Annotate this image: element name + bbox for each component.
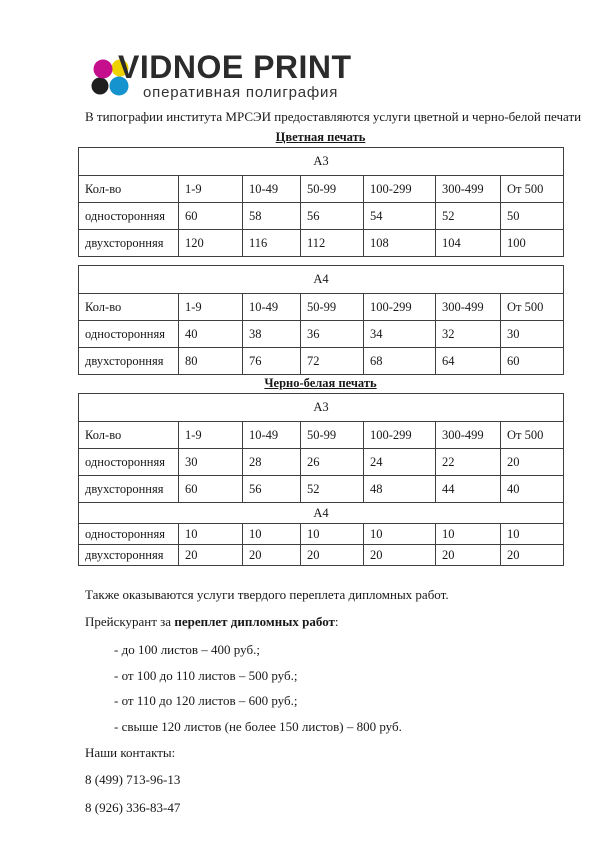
row-label-cell: Кол-во bbox=[79, 176, 179, 203]
pricelist-prefix: Прейскурант за bbox=[85, 614, 175, 629]
row-label-cell: односторонняя bbox=[79, 203, 179, 230]
color-a3-price-table bbox=[78, 147, 564, 257]
price-value-cell: 52 bbox=[436, 203, 501, 230]
price-value-cell: 60 bbox=[179, 476, 243, 503]
table-row bbox=[79, 176, 564, 203]
price-value-cell: 48 bbox=[364, 476, 436, 503]
phone-number: 8 (499) 713-96-13 bbox=[85, 772, 181, 787]
price-value-cell: 50 bbox=[501, 203, 564, 230]
price-value-cell: 20 bbox=[501, 545, 564, 566]
table-row bbox=[79, 422, 564, 449]
row-label-cell: односторонняя bbox=[79, 321, 179, 348]
section-title-bw-print: Черно-белая печать bbox=[264, 376, 377, 390]
price-value-cell: 10 bbox=[243, 524, 301, 545]
price-value-cell: 10-49 bbox=[243, 422, 301, 449]
paper-size-header-cell: А4 bbox=[79, 266, 564, 294]
price-value-cell: От 500 bbox=[501, 422, 564, 449]
price-value-cell: 26 bbox=[301, 449, 364, 476]
price-value-cell: 58 bbox=[243, 203, 301, 230]
price-value-cell: 60 bbox=[179, 203, 243, 230]
price-value-cell: 50-99 bbox=[301, 176, 364, 203]
row-label-cell: двухсторонняя bbox=[79, 476, 179, 503]
price-value-cell: 10-49 bbox=[243, 176, 301, 203]
price-value-cell: 44 bbox=[436, 476, 501, 503]
section-title-color-print: Цветная печать bbox=[275, 130, 366, 144]
price-value-cell: 52 bbox=[301, 476, 364, 503]
table-row bbox=[79, 476, 564, 503]
price-value-cell: 120 bbox=[179, 230, 243, 257]
price-value-cell: 112 bbox=[301, 230, 364, 257]
price-value-cell: 40 bbox=[179, 321, 243, 348]
price-value-cell: 108 bbox=[364, 230, 436, 257]
row-label-cell: двухсторонняя bbox=[79, 545, 179, 566]
phone-number: 8 (926) 336-83-47 bbox=[85, 800, 181, 815]
row-label-cell: Кол-во bbox=[79, 422, 179, 449]
price-value-cell: 56 bbox=[301, 203, 364, 230]
price-value-cell: 100-299 bbox=[364, 422, 436, 449]
price-value-cell: От 500 bbox=[501, 176, 564, 203]
price-value-cell: 10 bbox=[364, 524, 436, 545]
color-a4-price-table bbox=[78, 265, 564, 375]
price-value-cell: 100 bbox=[501, 230, 564, 257]
price-value-cell: 116 bbox=[243, 230, 301, 257]
table-row bbox=[79, 449, 564, 476]
price-value-cell: 60 bbox=[501, 348, 564, 375]
price-value-cell: 20 bbox=[501, 449, 564, 476]
table-row bbox=[79, 348, 564, 375]
price-value-cell: 10-49 bbox=[243, 294, 301, 321]
row-label-cell: двухсторонняя bbox=[79, 348, 179, 375]
price-value-cell: 28 bbox=[243, 449, 301, 476]
price-value-cell: 72 bbox=[301, 348, 364, 375]
table-row bbox=[79, 230, 564, 257]
price-value-cell: 300-499 bbox=[436, 294, 501, 321]
price-value-cell: 68 bbox=[364, 348, 436, 375]
price-value-cell: 20 bbox=[243, 545, 301, 566]
price-value-cell: 1-9 bbox=[179, 294, 243, 321]
row-label-cell: Кол-во bbox=[79, 294, 179, 321]
table-row bbox=[79, 203, 564, 230]
price-value-cell: 300-499 bbox=[436, 176, 501, 203]
bw-price-table bbox=[78, 393, 564, 566]
price-value-cell: 10 bbox=[436, 524, 501, 545]
price-value-cell: От 500 bbox=[501, 294, 564, 321]
pricelist-suffix: : bbox=[334, 614, 339, 629]
paper-size-header-cell: А3 bbox=[79, 394, 564, 422]
price-value-cell: 50-99 bbox=[301, 422, 364, 449]
binding-intro-text: Также оказываются услуги твердого переплета дипломных работ. bbox=[85, 587, 449, 602]
price-value-cell: 34 bbox=[364, 321, 436, 348]
price-value-cell: 10 bbox=[301, 524, 364, 545]
row-label-cell: односторонняя bbox=[79, 449, 179, 476]
price-value-cell: 36 bbox=[301, 321, 364, 348]
logo bbox=[85, 49, 385, 108]
row-label-cell: двухсторонняя bbox=[79, 230, 179, 257]
price-value-cell: 20 bbox=[436, 545, 501, 566]
price-value-cell: 38 bbox=[243, 321, 301, 348]
pricelist-bold-text: переплет дипломных работ bbox=[174, 614, 335, 629]
price-value-cell: 56 bbox=[243, 476, 301, 503]
price-value-cell: 76 bbox=[243, 348, 301, 375]
binding-price-item: - свыше 120 листов (не более 150 листов) – 800 руб. bbox=[114, 719, 402, 734]
price-value-cell: 1-9 bbox=[179, 422, 243, 449]
table-row bbox=[79, 394, 564, 422]
price-value-cell: 100-299 bbox=[364, 294, 436, 321]
price-value-cell: 20 bbox=[301, 545, 364, 566]
price-value-cell: 20 bbox=[364, 545, 436, 566]
table-row bbox=[79, 266, 564, 294]
table-row bbox=[79, 503, 564, 524]
binding-price-item: - до 100 листов – 400 руб.; bbox=[114, 642, 260, 657]
price-value-cell: 22 bbox=[436, 449, 501, 476]
intro-text: В типографии института МРСЭИ предоставляются услуги цветной и черно-белой печати bbox=[85, 109, 582, 124]
table-row bbox=[79, 545, 564, 566]
price-value-cell: 64 bbox=[436, 348, 501, 375]
table-row bbox=[79, 148, 564, 176]
price-value-cell: 20 bbox=[179, 545, 243, 566]
contacts-label: Наши контакты: bbox=[85, 745, 176, 760]
price-value-cell: 24 bbox=[364, 449, 436, 476]
price-value-cell: 100-299 bbox=[364, 176, 436, 203]
table-row bbox=[79, 524, 564, 545]
price-value-cell: 80 bbox=[179, 348, 243, 375]
price-value-cell: 1-9 bbox=[179, 176, 243, 203]
price-value-cell: 54 bbox=[364, 203, 436, 230]
binding-price-item: - от 100 до 110 листов – 500 руб.; bbox=[114, 668, 298, 683]
price-value-cell: 30 bbox=[501, 321, 564, 348]
row-label-cell: односторонняя bbox=[79, 524, 179, 545]
price-value-cell: 40 bbox=[501, 476, 564, 503]
paper-size-header-cell: А4 bbox=[79, 503, 564, 524]
binding-pricelist-heading bbox=[85, 614, 339, 630]
table-row bbox=[79, 294, 564, 321]
logo-title: VIDNOE PRINT bbox=[118, 49, 352, 85]
price-value-cell: 10 bbox=[179, 524, 243, 545]
price-value-cell: 10 bbox=[501, 524, 564, 545]
table-row bbox=[79, 321, 564, 348]
price-value-cell: 104 bbox=[436, 230, 501, 257]
binding-price-item: - от 110 до 120 листов – 600 руб.; bbox=[114, 693, 298, 708]
logo-subtitle: оперативная полиграфия bbox=[143, 84, 339, 101]
price-value-cell: 30 bbox=[179, 449, 243, 476]
price-value-cell: 32 bbox=[436, 321, 501, 348]
paper-size-header-cell: А3 bbox=[79, 148, 564, 176]
price-value-cell: 300-499 bbox=[436, 422, 501, 449]
price-value-cell: 50-99 bbox=[301, 294, 364, 321]
